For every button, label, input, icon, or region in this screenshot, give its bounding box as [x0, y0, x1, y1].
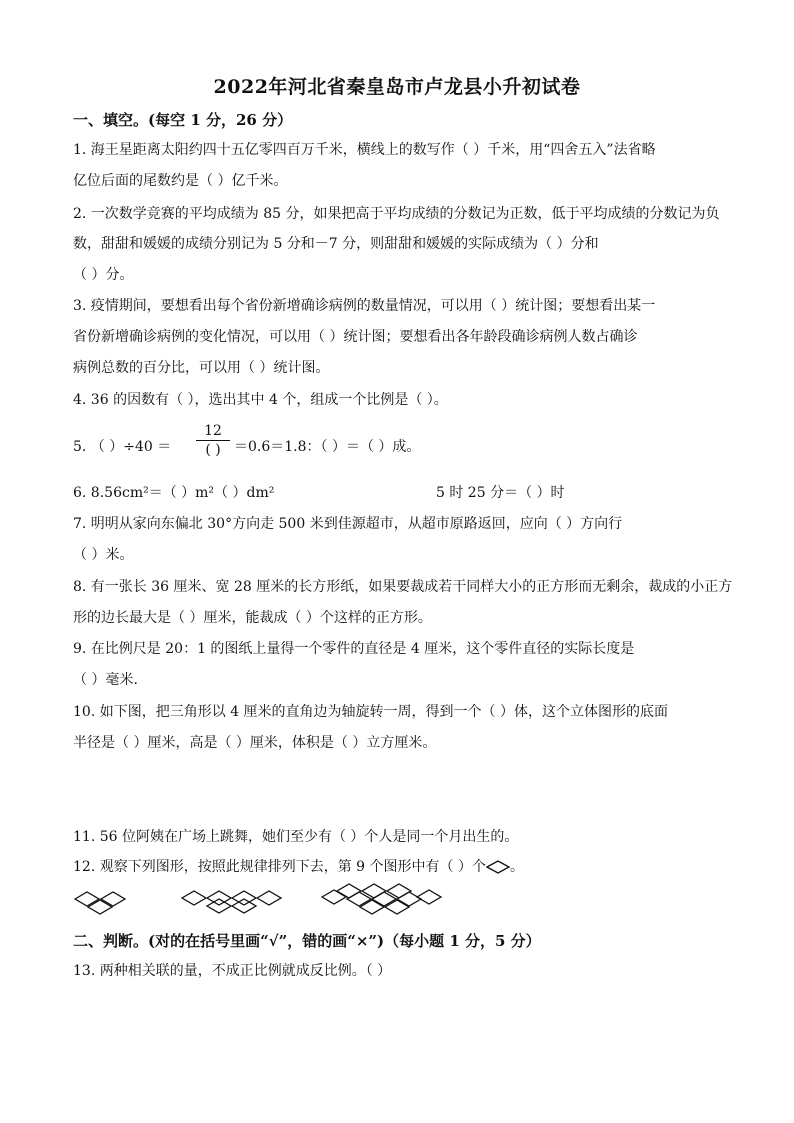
- q6-part1: 6. 8.56cm²＝（ ）m²（ ）dm²: [73, 485, 275, 501]
- diamond-shape-icon: [486, 860, 510, 874]
- section-fill-in-blanks: 一、填空。(每空 1 分，26 分）: [73, 111, 293, 129]
- q8-line2: 形的边长最大是（ ）厘米，能裁成（ ）个这样的正方形。: [73, 610, 432, 626]
- q12-text: 12. 观察下列图形，按照此规律排列下去，第 9 个图形中有（ ）个: [73, 859, 486, 875]
- q7-line1: 7. 明明从家向东偏北 30°方向走 500 米到佳源超市，从超市原路返回，应向（ ）方向行: [73, 516, 623, 532]
- q9-line2: （ ）毫米.: [73, 672, 138, 688]
- q3-line3: 病例总数的百分比，可以用（ ）统计图。: [73, 360, 330, 376]
- q12-line: [73, 857, 524, 877]
- q1-line2: 亿位后面的尾数约是（ ）亿千米。: [73, 173, 288, 189]
- q1-line1: 1. 海王星距离太阳约四十五亿零四百万千米，横线上的数写作（ ）千米，用“四舍五入”法省略: [73, 142, 656, 158]
- pattern-figure-3: [320, 883, 444, 919]
- pattern-figure-2: [180, 887, 284, 919]
- pattern-figure-1: [73, 890, 131, 918]
- q13-line: 13. 两种相关联的量，不成正比例就成反比例。（ ）: [73, 963, 392, 979]
- q3-line1: 3. 疫情期间，要想看出每个省份新增确诊病例的数量情况，可以用（ ）统计图；要想看出某一: [73, 298, 656, 314]
- q5-fraction-numerator: 12: [204, 423, 222, 439]
- q5-part1: 5. （ ）÷40 ＝: [73, 439, 172, 455]
- q10-line1: 10. 如下图，把三角形以 4 厘米的直角边为轴旋转一周，得到一个（ ）体，这个立体图形的底面: [73, 704, 668, 720]
- q3-line2: 省份新增确诊病例的变化情况，可以用（ ）统计图；要想看出各年龄段确诊病例人数占确诊: [73, 329, 638, 345]
- q4-line: 4. 36 的因数有（ ），选出其中 4 个，组成一个比例是（ ）。: [73, 392, 448, 408]
- q11-line: 11. 56 位阿姨在广场上跳舞，她们至少有（ ）个人是同一个月出生的。: [73, 829, 519, 845]
- q6-part2: 5 时 25 分＝（ ）时: [436, 485, 565, 501]
- q2-line1: 2. 一次数学竞赛的平均成绩为 85 分，如果把高于平均成绩的分数记为正数，低于平均成绩的分数记为负: [73, 206, 720, 222]
- q8-line1: 8. 有一张长 36 厘米、宽 28 厘米的长方形纸，如果要裁成若干同样大小的正方形而无剩余，裁成的小正方: [73, 579, 733, 595]
- section-true-false: 二、判断。(对的在括号里画“√”，错的画“×”)（每小题 1 分，5 分）: [73, 932, 541, 950]
- q5-part2: ＝0.6＝1.8：（ ）＝（ ）成。: [234, 439, 421, 455]
- q5-fraction-denominator: ( ): [205, 442, 221, 458]
- q12-text-end: 。: [509, 859, 524, 875]
- q7-line2: （ ）米。: [73, 547, 134, 563]
- q2-line3: （ ）分。: [73, 267, 134, 283]
- exam-title: 2022年河北省秦皇岛市卢龙县小升初试卷: [213, 76, 581, 98]
- q2-line2: 数，甜甜和媛媛的成绩分别记为 5 分和－7 分，则甜甜和媛媛的实际成绩为（ ）分和: [73, 236, 599, 252]
- q5-fraction: [196, 423, 230, 459]
- q10-line2: 半径是（ ）厘米，高是（ ）厘米，体积是（ ）立方厘米。: [73, 735, 437, 751]
- q9-line1: 9. 在比例尺是 20：1 的图纸上量得一个零件的直径是 4 厘米，这个零件直径的实际长度是: [73, 641, 635, 657]
